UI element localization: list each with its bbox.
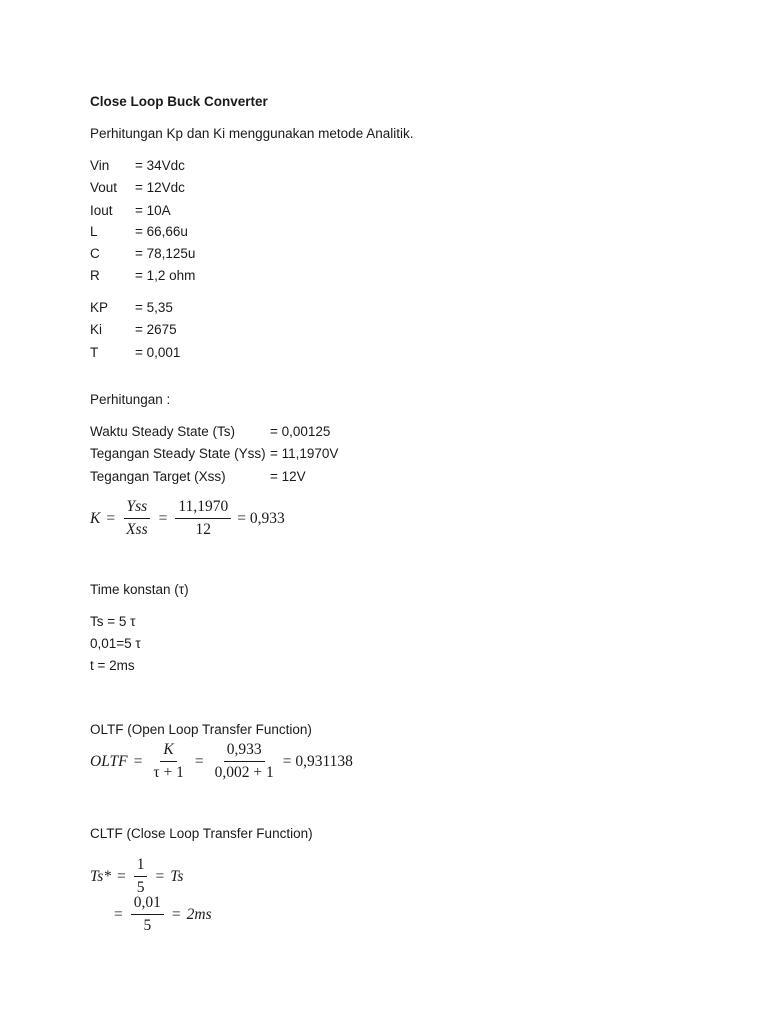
- fraction-numerator: 1: [134, 856, 148, 877]
- oltf-equation: [90, 741, 353, 782]
- param-name: Iout: [90, 203, 113, 218]
- measurement-name: Tegangan Steady State (Yss): [90, 446, 266, 461]
- k-value-fraction: [175, 498, 231, 539]
- measurement-name: Tegangan Target (Xss): [90, 469, 226, 484]
- fraction-numerator: 11,1970: [175, 498, 231, 519]
- equals-sign: =: [114, 905, 123, 923]
- oltf-value-fraction: [212, 741, 277, 782]
- gain-name: KP: [90, 300, 109, 315]
- param-value: = 66,66u: [135, 224, 188, 239]
- oltf-result: = 0,931138: [282, 752, 353, 770]
- k-symbol: K: [90, 509, 101, 527]
- cltf-result: 2ms: [186, 905, 212, 923]
- fraction-numerator: 0,933: [224, 741, 265, 762]
- gain-value: = 5,35: [135, 300, 173, 315]
- param-name: L: [90, 224, 98, 239]
- k-equation: [90, 498, 285, 539]
- equals-sign: =: [171, 905, 181, 923]
- time-constant-line: Ts = 5 τ: [90, 614, 136, 629]
- cltf-symbol: Ts*: [90, 867, 111, 885]
- param-value: = 12Vdc: [135, 180, 185, 195]
- intro-text: Perhitungan Kp dan Ki menggunakan metode Analitik.: [90, 126, 414, 141]
- gain-name: T: [90, 345, 99, 360]
- time-constant-line: 0,01=5 τ: [90, 636, 141, 651]
- cltf-equation-line2: [112, 894, 212, 935]
- measurement-name: Waktu Steady State (Ts): [90, 424, 236, 439]
- measurement-value: = 11,1970V: [270, 446, 339, 461]
- fraction-denominator: τ + 1: [153, 764, 184, 781]
- equals-sign: =: [155, 867, 165, 885]
- fraction-numerator: K: [160, 741, 176, 762]
- fraction-denominator: 12: [195, 521, 212, 538]
- cltf-value-fraction: [131, 894, 164, 935]
- cltf-equation-line1: [90, 856, 183, 897]
- cltf-heading: CLTF (Close Loop Transfer Function): [90, 826, 313, 841]
- fraction-numerator: Yss: [124, 498, 151, 519]
- param-name: Vout: [90, 180, 118, 195]
- measurement-value: = 0,00125: [270, 424, 331, 439]
- param-name: R: [90, 268, 100, 283]
- time-constant-line: t = 2ms: [90, 658, 135, 673]
- fraction-denominator: Xss: [126, 521, 148, 538]
- k-result: = 0,933: [237, 509, 285, 527]
- gain-value: = 0,001: [135, 345, 181, 360]
- calc-heading: Perhitungan :: [90, 392, 171, 407]
- equals-sign: =: [158, 509, 168, 527]
- time-constant-heading: Time konstan (τ): [90, 582, 189, 597]
- cltf-rhs: Ts: [170, 867, 184, 885]
- oltf-heading: OLTF (Open Loop Transfer Function): [90, 722, 312, 737]
- measurement-value: = 12V: [270, 469, 306, 484]
- param-value: = 1,2 ohm: [135, 268, 196, 283]
- gain-value: = 2675: [135, 322, 177, 337]
- k-ratio-fraction: [123, 498, 151, 539]
- cltf-fraction: [134, 856, 148, 897]
- fraction-denominator: 0,002 + 1: [214, 764, 274, 781]
- param-name: C: [90, 246, 100, 261]
- param-value: = 10A: [135, 203, 171, 218]
- fraction-numerator: 0,01: [131, 894, 164, 915]
- fraction-denominator: 5: [136, 879, 145, 896]
- equals-sign: =: [116, 867, 126, 885]
- equals-sign: =: [194, 752, 204, 770]
- param-value: = 34Vdc: [135, 158, 185, 173]
- oltf-symbolic-fraction: [150, 741, 186, 782]
- equals-sign: =: [106, 509, 116, 527]
- document-title: Close Loop Buck Converter: [90, 94, 268, 109]
- gain-name: Ki: [90, 322, 103, 337]
- equals-sign: =: [133, 752, 143, 770]
- oltf-symbol: OLTF: [90, 752, 128, 770]
- fraction-denominator: 5: [143, 917, 152, 934]
- param-name: Vin: [90, 158, 110, 173]
- param-value: = 78,125u: [135, 246, 196, 261]
